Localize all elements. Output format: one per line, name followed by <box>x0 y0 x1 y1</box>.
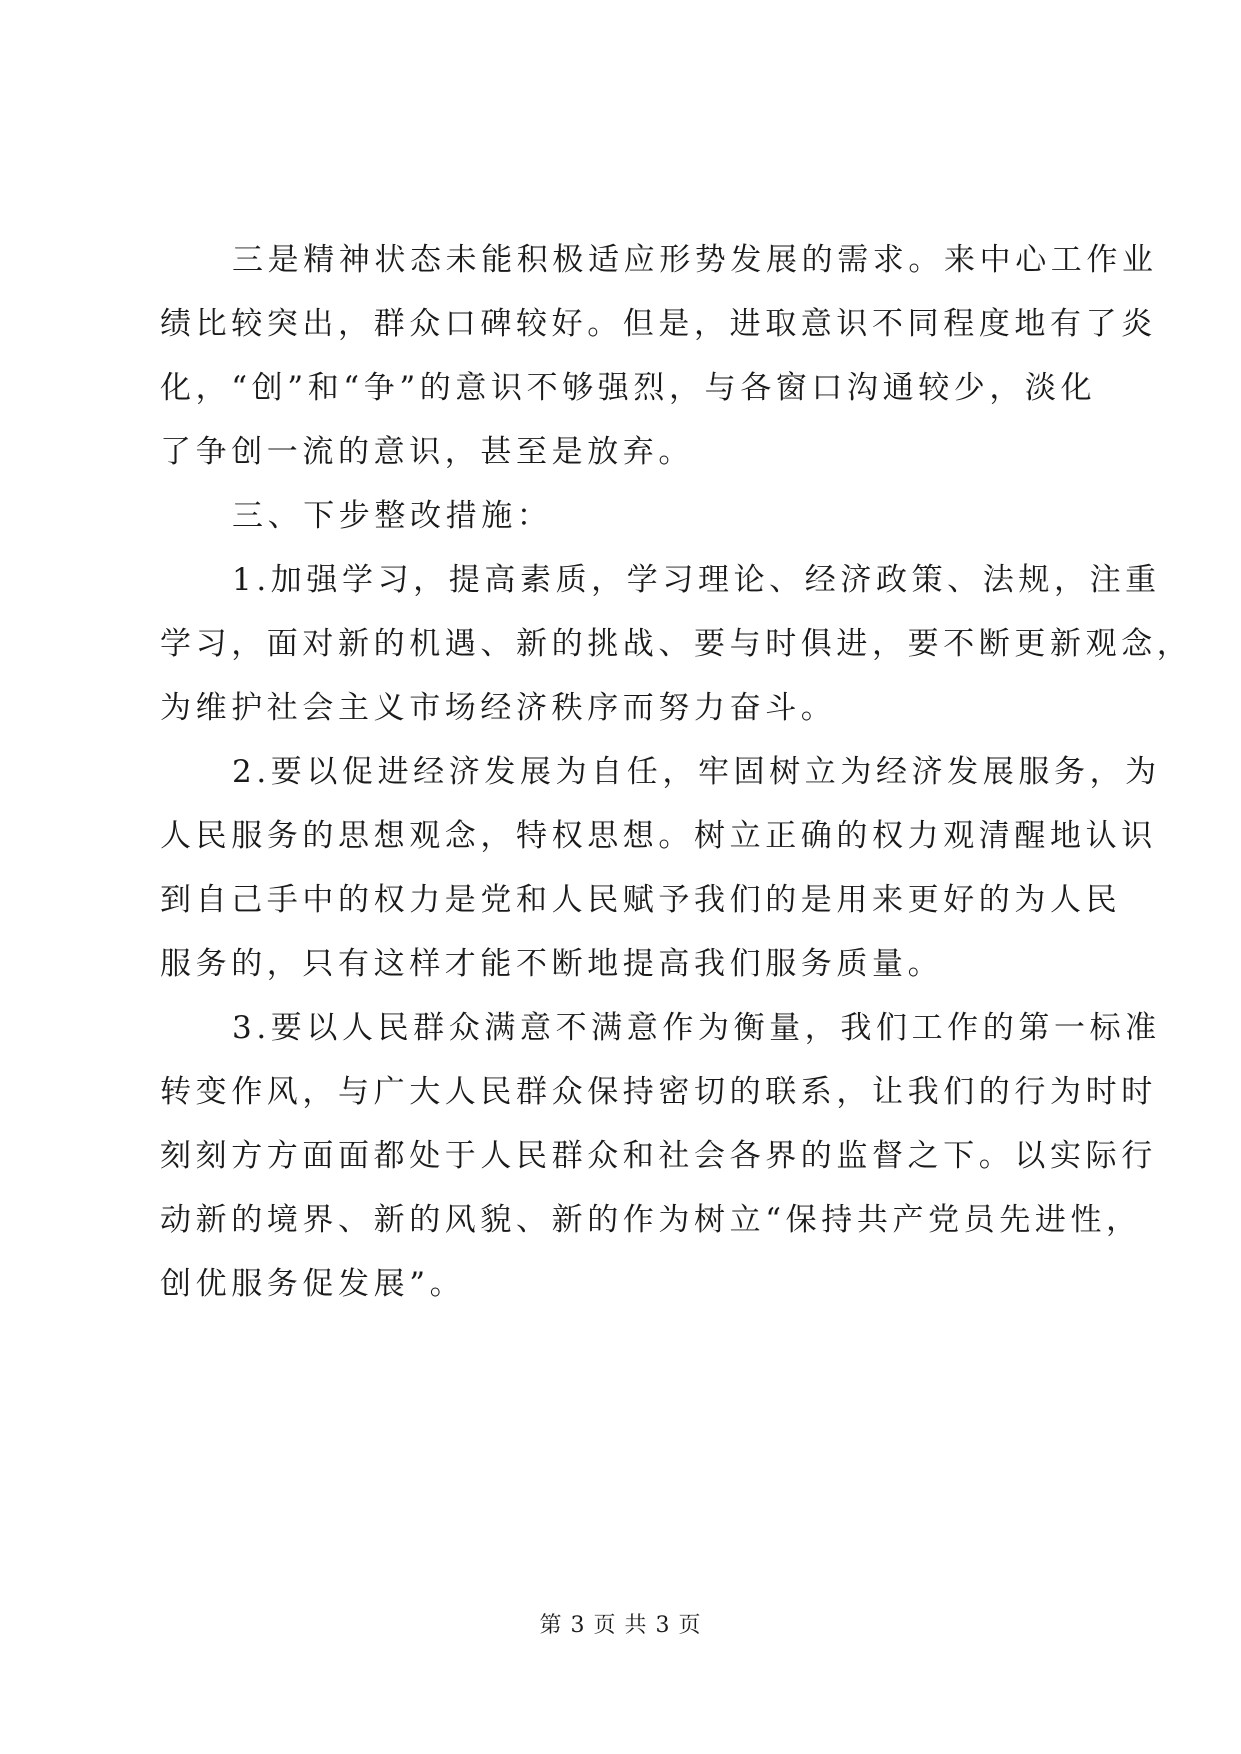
paragraph-spirit-state <box>160 228 1158 484</box>
paragraph-line: 3.要以人民群众满意不满意作为衡量，我们工作的第一标准 <box>232 1010 1161 1046</box>
paragraph-line: 转变作风，与广大人民群众保持密切的联系，让我们的行为时时 <box>160 1074 1157 1110</box>
measure-item-1 <box>160 548 1193 740</box>
paragraph-line: 1.加强学习，提高素质，学习理论、经济政策、法规，注重 <box>232 562 1161 598</box>
paragraph-line: 化，“创”和“争”的意识不够强烈，与各窗口沟通较少，淡化 <box>160 370 1097 406</box>
section-heading-rectification <box>160 484 1094 548</box>
paragraph-line: 三是精神状态未能积极适应形势发展的需求。来中心工作业 <box>232 242 1158 278</box>
page-number-footer: 第 3 页 共 3 页 <box>539 1613 702 1638</box>
paragraph-line: 服务的，只有这样才能不断地提高我们服务质量。 <box>160 946 944 982</box>
measure-item-3 <box>160 996 1161 1316</box>
paragraph-line: 学习，面对新的机遇、新的挑战、要与时俱进，要不断更新观念， <box>160 626 1193 662</box>
paragraph-line: 人民服务的思想观念，特权思想。树立正确的权力观清醒地认识 <box>160 818 1157 854</box>
paragraph-line: 刻刻方方面面都处于人民群众和社会各界的监督之下。以实际行 <box>160 1138 1157 1174</box>
paragraph-line: 了争创一流的意识，甚至是放弃。 <box>160 434 694 470</box>
paragraph-line: 2.要以促进经济发展为自任，牢固树立为经济发展服务，为 <box>232 754 1161 790</box>
paragraph-line: 动新的境界、新的风貌、新的作为树立“保持共产党员先进性， <box>160 1202 1142 1238</box>
paragraph-line: 绩比较突出，群众口碑较好。但是，进取意识不同程度地有了炎 <box>160 306 1157 342</box>
section-heading-text: 三、下步整改措施： <box>232 498 553 534</box>
measure-item-2 <box>160 740 1161 996</box>
document-body <box>160 228 1193 1316</box>
paragraph-line: 为维护社会主义市场经济秩序而努力奋斗。 <box>160 690 837 726</box>
paragraph-line: 到自己手中的权力是党和人民赋予我们的是用来更好的为人民 <box>160 882 1122 918</box>
paragraph-line: 创优服务促发展”。 <box>160 1266 466 1302</box>
